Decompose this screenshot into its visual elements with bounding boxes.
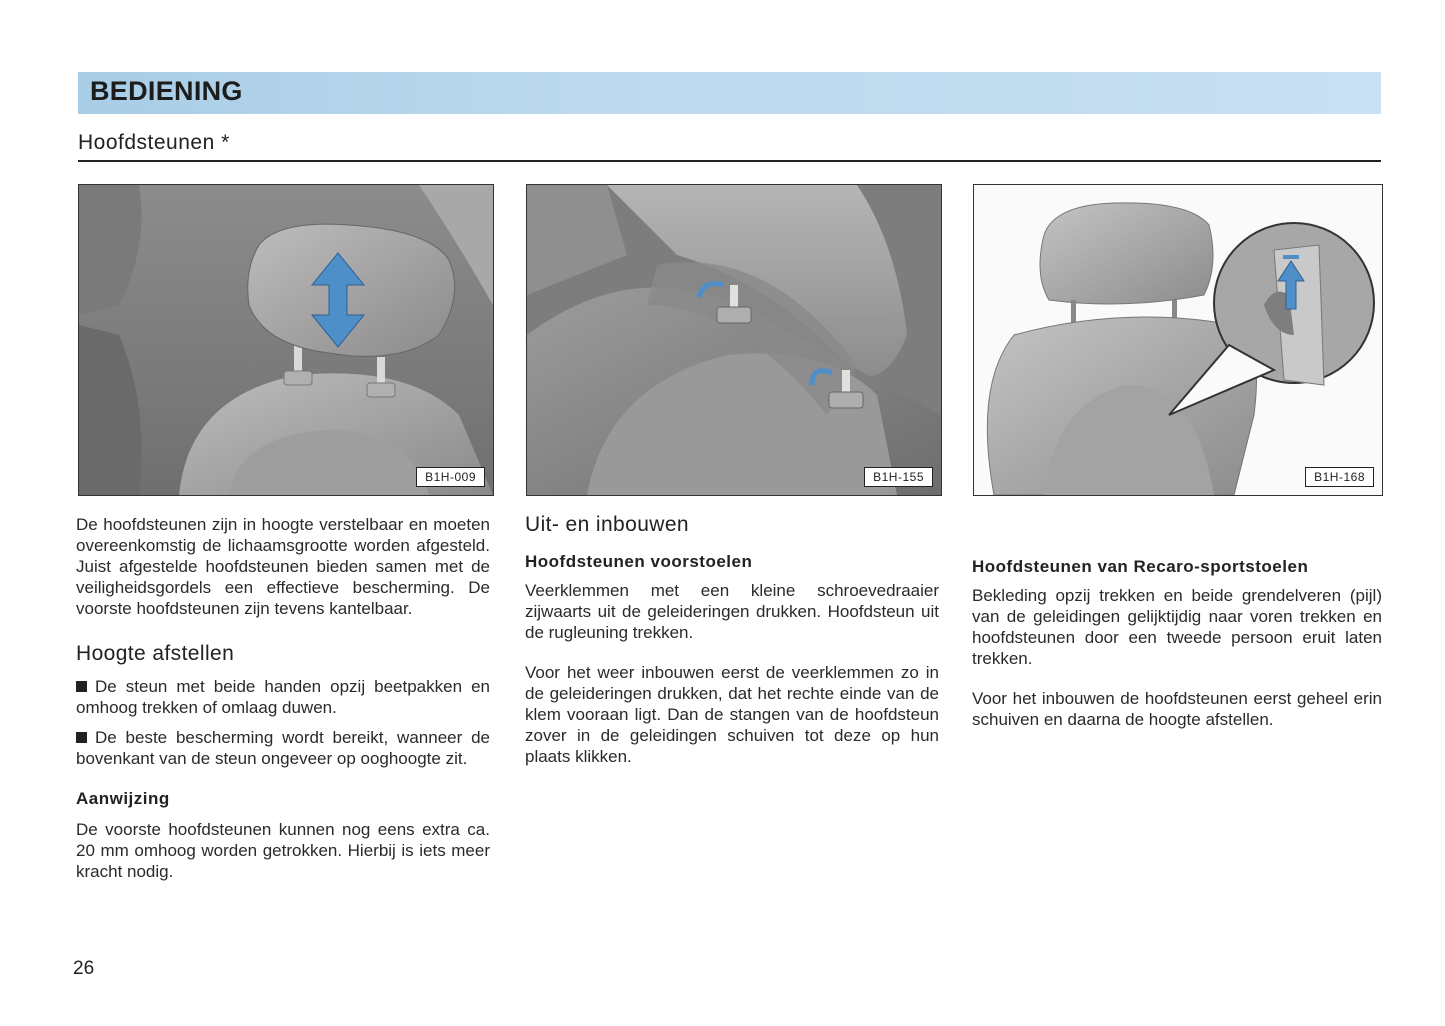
intro-paragraph: De hoofdsteunen zijn in hoogte verstelbaar en moeten overeenkomstig de lichaamsgrootte worden afgesteld. Juist afgestelde hoofdsteunen bieden samen met de veiligheidsgordels een effectieve bescherming. De voorste hoofdsteunen zijn tevens kantelbaar. [76,515,490,618]
subheading-recaro: Hoofdsteunen van Recaro-sportstoelen [972,557,1309,576]
bullet-square-icon [76,732,87,743]
figure-headrest-removal [526,184,942,496]
paragraph-recaro-install: Voor het inbouwen de hoofdsteunen eerst geheel erin schuiven en daarna de hoogte afstellen. [972,689,1382,729]
column-1 [76,514,490,882]
section-header-bar [78,72,1381,114]
section-heading-removal: Uit- en inbouwen [525,513,689,536]
headrest-removal-illustration [527,185,941,495]
paragraph-recaro-removal: Bekleding opzij trekken en beide grendelveren (pijl) van de geleidingen gelijktijdig naar voren trekken en hoofdsteunen door een tweede persoon eruit laten trekken. [972,586,1382,668]
subheading-front-seats: Hoofdsteunen voorstoelen [525,552,753,571]
bullet-square-icon [76,681,87,692]
headrest-height-illustration [79,185,493,495]
note-paragraph: De voorste hoofdsteunen kunnen nog eens extra ca. 20 mm omhoog worden getrokken. Hierbij is iets meer kracht nodig. [76,820,490,881]
bullet-item: De beste bescherming wordt bereikt, wanneer de bovenkant van de steun ongeveer op ooghoogte zit. [76,728,490,768]
paragraph-install: Voor het weer inbouwen eerst de veerklemmen zo in de geleideringen drukken, dat het rechte einde van de klem vooraan ligt. Dan de stangen van de hoofdsteun zover in de geleidingen schuiven tot deze op hun plaats klikken. [525,663,939,766]
page-title: Hoofdsteunen * [78,131,230,154]
title-divider [78,160,1381,162]
column-3 [972,556,1382,730]
figure-code: B1H-155 [864,467,933,487]
page-number: 26 [73,958,95,979]
figure-code: B1H-168 [1305,467,1374,487]
paragraph-removal: Veerklemmen met een kleine schroevedraaier zijwaarts uit de geleideringen drukken. Hoofdsteun uit de rugleuning trekken. [525,581,939,642]
column-2 [525,514,939,767]
figure-headrest-height [78,184,494,496]
recaro-headrest-illustration [974,185,1382,495]
note-heading: Aanwijzing [76,789,170,808]
section-heading-height: Hoogte afstellen [76,642,235,665]
section-title: BEDIENING [90,76,243,106]
bullet-item: De steun met beide handen opzij beetpakken en omhoog trekken of omlaag duwen. [76,677,490,717]
figure-recaro-headrest [973,184,1383,496]
figure-code: B1H-009 [416,467,485,487]
